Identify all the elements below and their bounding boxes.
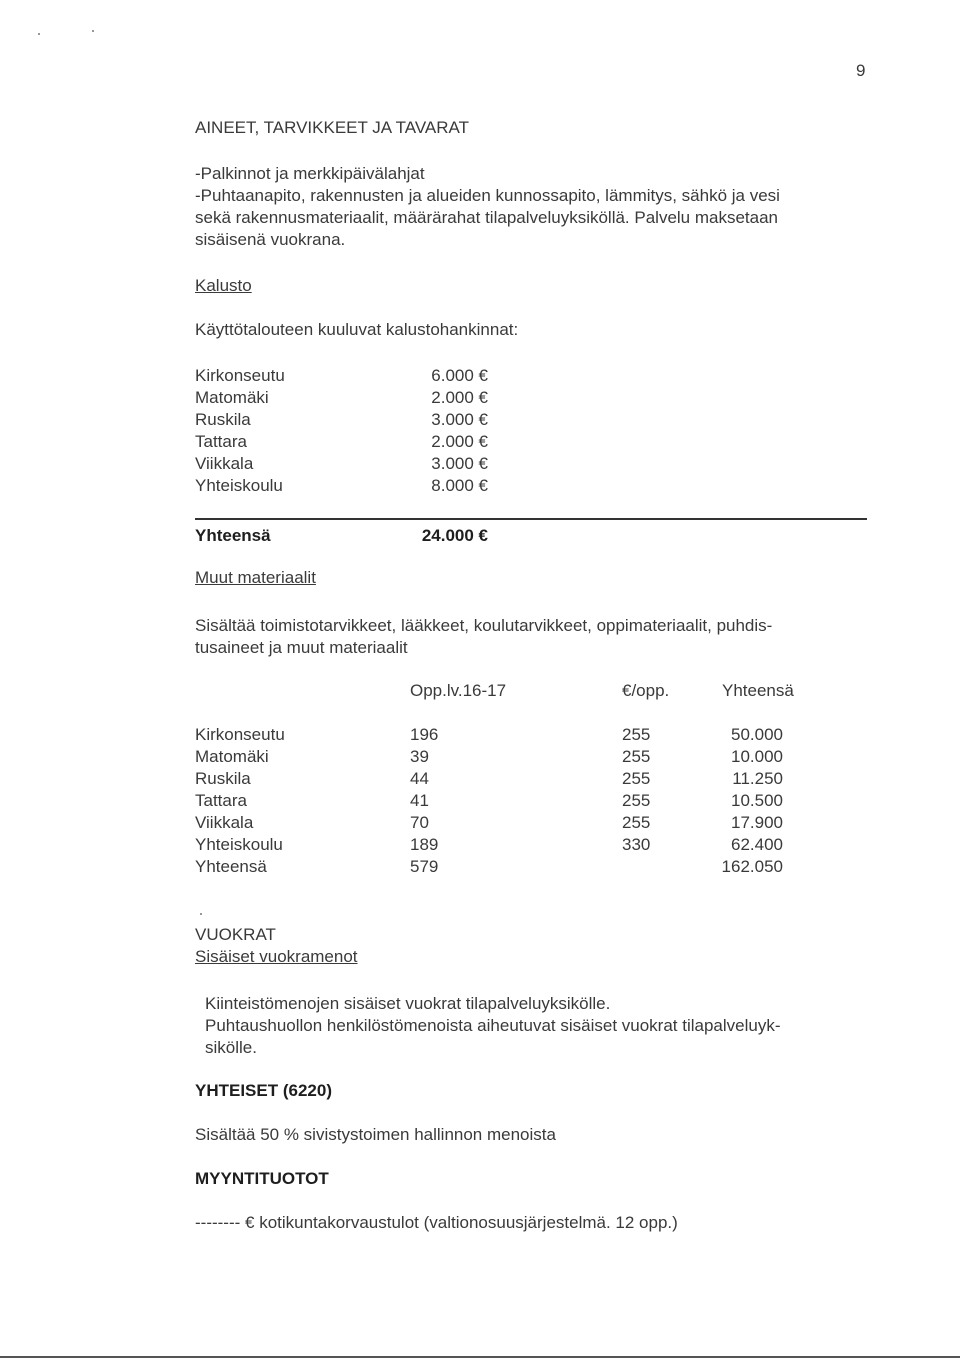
table-row-opp: 196 [410, 725, 439, 744]
column-header-opp: Opp.lv.16-17 [410, 681, 507, 700]
table-row-name: Viikkala [195, 813, 254, 832]
table-row-per: 255 [622, 769, 651, 788]
column-header-per-opp: €/opp. [622, 681, 670, 700]
vuokrat-line-2: Puhtaushuollon henkilöstömenoista aiheutuvat sisäiset vuokrat tilapalveluyk- [205, 1016, 781, 1035]
table-row-opp: 189 [410, 835, 439, 854]
kalusto-row-name: Matomäki [195, 388, 269, 407]
table-row-total: 62.400 [731, 835, 783, 854]
table-row-name: Ruskila [195, 769, 251, 788]
kalusto-row-amount: 8.000 € [431, 476, 488, 495]
table-row-per: 255 [622, 747, 651, 766]
table-row-opp: 44 [410, 769, 429, 788]
scan-speck [38, 33, 40, 35]
yhteiset-text: Sisältää 50 % sivistystoimen hallinnon menoista [195, 1125, 556, 1144]
table-row-total: 10.500 [731, 791, 783, 810]
myyntituotot-text: -------- € kotikuntakorvaustulot (valtionosuusjärjestelmä. 12 opp.) [195, 1213, 678, 1232]
kalusto-total-amount: 24.000 € [421, 526, 488, 545]
vuokrat-line-1: Kiinteistömenojen sisäiset vuokrat tilapalveluyksikölle. [205, 994, 611, 1013]
kalusto-row-name: Yhteiskoulu [195, 476, 283, 495]
kalusto-row-amount: 3.000 € [431, 410, 488, 429]
kalusto-total-label: Yhteensä [195, 526, 271, 545]
table-row-opp: 41 [410, 791, 429, 810]
aineet-line-2: -Puhtaanapito, rakennusten ja alueiden kunnossapito, lämmitys, sähkö ja vesi [195, 186, 780, 205]
table-row-name: Matomäki [195, 747, 269, 766]
aineet-line-4: sisäisenä vuokrana. [195, 230, 346, 249]
table-row-per: 255 [622, 813, 651, 832]
page-number: 9 [856, 61, 866, 80]
vuokrat-heading: VUOKRAT [195, 925, 276, 944]
table-row-name: Kirkonseutu [195, 725, 285, 744]
kalusto-row-name: Tattara [195, 432, 247, 451]
kalusto-heading: Kalusto [195, 276, 252, 295]
aineet-line-1: -Palkinnot ja merkkipäivälahjat [195, 164, 425, 183]
muut-desc-1: Sisältää toimistotarvikkeet, lääkkeet, koulutarvikkeet, oppimateriaalit, puhdis- [195, 616, 773, 635]
table-row-opp: 70 [410, 813, 429, 832]
kalusto-intro: Käyttötalouteen kuuluvat kalustohankinnat: [195, 320, 519, 339]
kalusto-row-name: Viikkala [195, 454, 254, 473]
table-total-total: 162.050 [721, 857, 783, 876]
myyntituotot-heading: MYYNTITUOTOT [195, 1169, 329, 1188]
table-row-per: 330 [622, 835, 651, 854]
table-row-per: 255 [622, 725, 651, 744]
kalusto-row-amount: 6.000 € [431, 366, 488, 385]
table-row-name: Yhteiskoulu [195, 835, 283, 854]
kalusto-row-name: Kirkonseutu [195, 366, 285, 385]
table-total-name: Yhteensä [195, 857, 267, 876]
kalusto-row-amount: 3.000 € [431, 454, 488, 473]
kalusto-row-amount: 2.000 € [431, 388, 488, 407]
scan-speck [200, 913, 202, 915]
table-total-opp: 579 [410, 857, 439, 876]
scan-speck [92, 30, 94, 32]
table-row-name: Tattara [195, 791, 247, 810]
muut-heading: Muut materiaalit [195, 568, 316, 587]
muut-desc-2: tusaineet ja muut materiaalit [195, 638, 408, 657]
scan-edge-line [0, 1356, 960, 1358]
table-row-opp: 39 [410, 747, 429, 766]
kalusto-total-divider [195, 518, 867, 520]
kalusto-row-name: Ruskila [195, 410, 251, 429]
table-row-total: 17.900 [731, 813, 783, 832]
table-row-total: 50.000 [731, 725, 783, 744]
table-row-per: 255 [622, 791, 651, 810]
table-row-total: 10.000 [731, 747, 783, 766]
vuokrat-line-3: sikölle. [205, 1038, 257, 1057]
kalusto-row-amount: 2.000 € [431, 432, 488, 451]
table-row-total: 11.250 [732, 769, 783, 788]
aineet-heading: AINEET, TARVIKKEET JA TAVARAT [195, 118, 469, 137]
column-header-total: Yhteensä [722, 681, 794, 700]
vuokrat-subheading: Sisäiset vuokramenot [195, 947, 358, 966]
yhteiset-heading: YHTEISET (6220) [195, 1081, 332, 1100]
aineet-line-3: sekä rakennusmateriaalit, määrärahat tilapalveluyksiköllä. Palvelu maksetaan [195, 208, 779, 227]
